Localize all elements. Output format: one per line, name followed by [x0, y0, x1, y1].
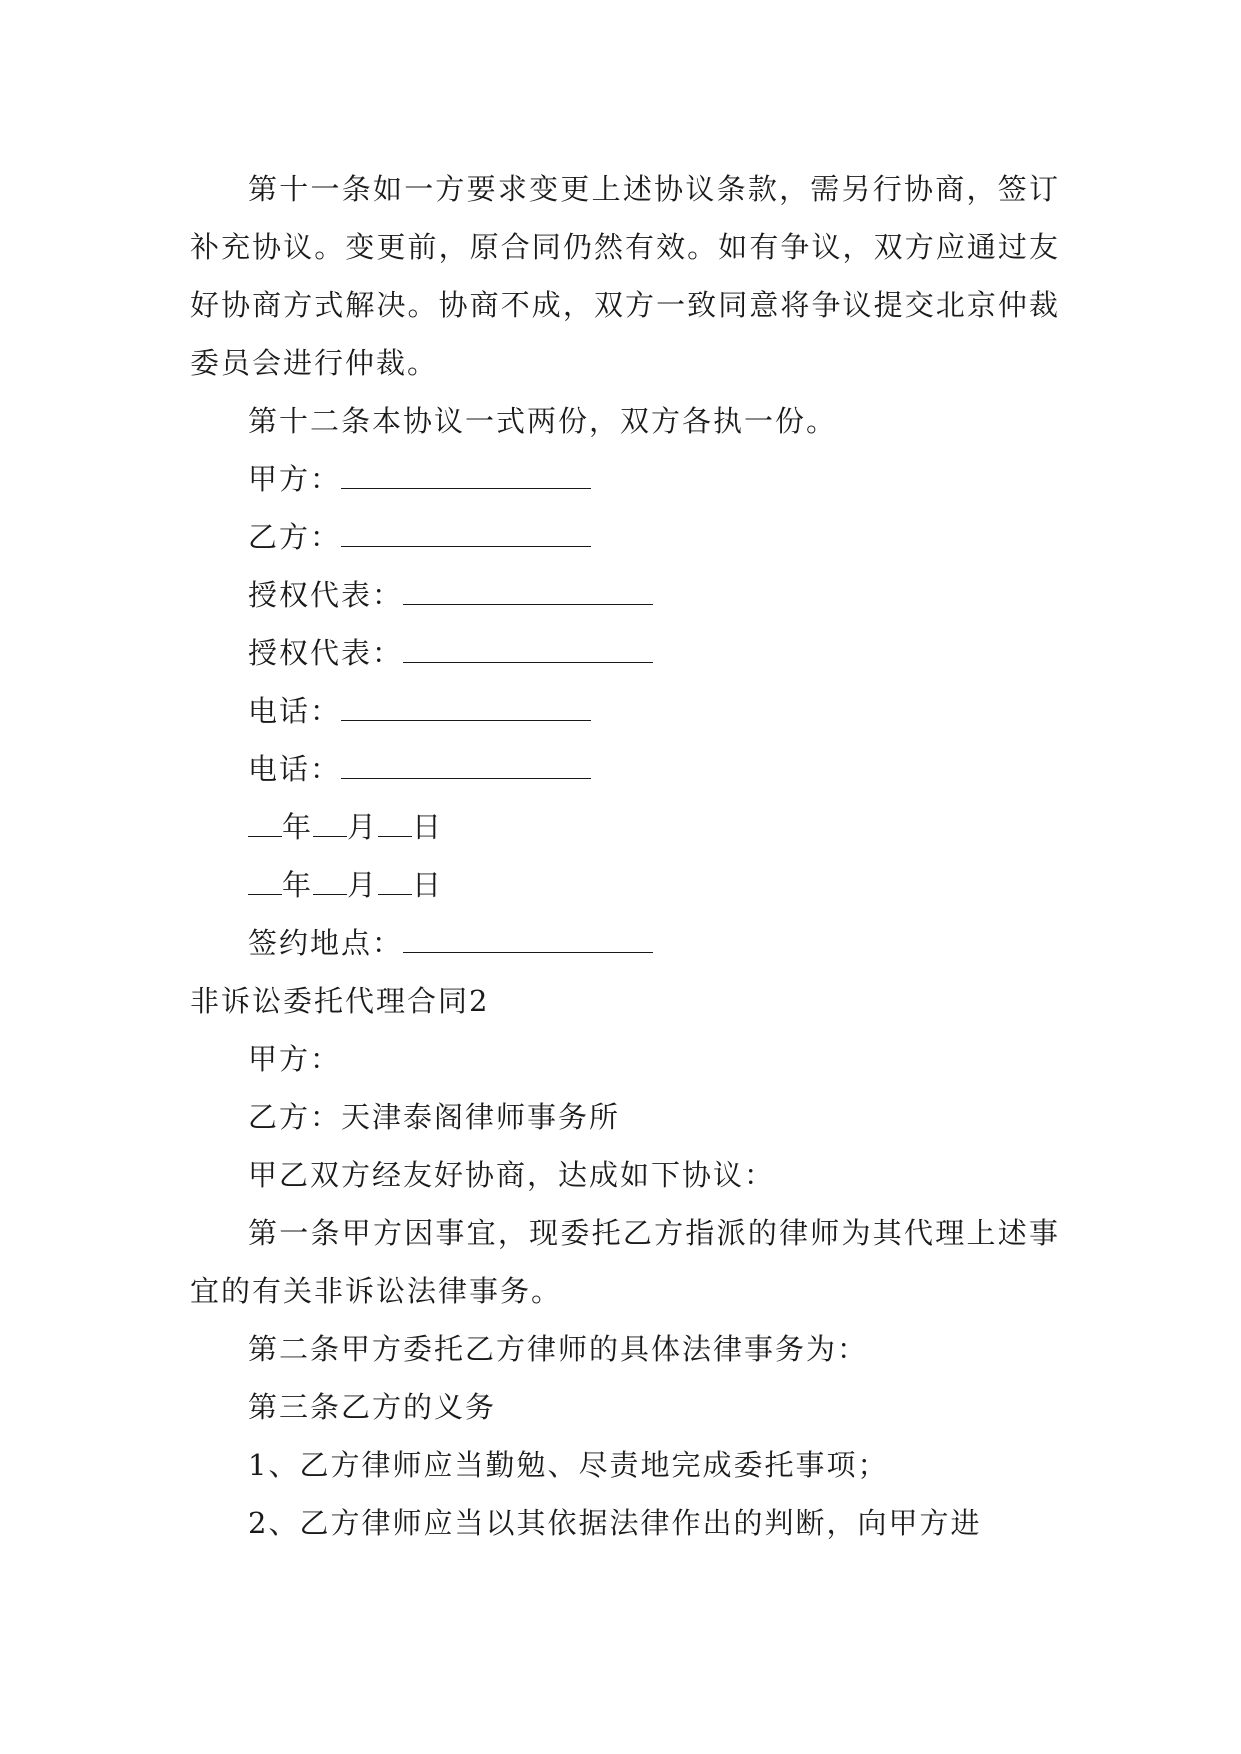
month-label-1: 月 [347, 810, 379, 844]
month-label-2: 月 [347, 868, 379, 902]
month-blank-1 [313, 814, 347, 837]
party-a-blank [341, 466, 591, 489]
contract-2-article-2: 第二条甲方委托乙方律师的具体法律事务为： [248, 1332, 869, 1366]
party-a-label: 甲方： [248, 462, 342, 496]
date-field-2 [190, 856, 1060, 914]
phone-field-2 [190, 740, 1060, 798]
document-body [190, 160, 1060, 1552]
year-label-1: 年 [282, 810, 314, 844]
contract-2-article-3: 第三条乙方的义务 [248, 1390, 497, 1424]
sign-place-label: 签约地点： [248, 926, 404, 960]
day-label-2: 日 [412, 868, 444, 902]
day-blank-2 [378, 872, 412, 895]
month-blank-2 [313, 872, 347, 895]
phone-field-1 [190, 682, 1060, 740]
representative-label-2: 授权代表： [248, 636, 404, 670]
representative-label-1: 授权代表： [248, 578, 404, 612]
day-label-1: 日 [412, 810, 444, 844]
party-b-signature-field [190, 508, 1060, 566]
year-blank-2 [248, 872, 282, 895]
year-blank-1 [248, 814, 282, 837]
party-a-signature-field [190, 450, 1060, 508]
phone-blank-2 [341, 756, 591, 779]
sign-place-field [190, 914, 1060, 972]
contract-2-item-2: 2、乙方律师应当以其依据法律作出的判断，向甲方进 [248, 1506, 982, 1540]
article-11-paragraph: 第十一条如一方要求变更上述协议条款，需另行协商，签订补充协议。变更前，原合同仍然有效。如有争议，双方应通过友好协商方式解决。协商不成，双方一致同意将争议提交北京仲裁委员会进行仲裁。 [190, 172, 1060, 380]
contract-2-item-1: 1、乙方律师应当勤勉、尽责地完成委托事项； [248, 1448, 889, 1482]
representative-field-2 [190, 624, 1060, 682]
sign-place-blank [403, 930, 653, 953]
phone-label-2: 电话： [248, 752, 342, 786]
day-blank-1 [378, 814, 412, 837]
date-field-1 [190, 798, 1060, 856]
phone-label-1: 电话： [248, 694, 342, 728]
representative-blank-1 [403, 582, 653, 605]
contract-2-title: 非诉讼委托代理合同2 [190, 984, 490, 1018]
year-label-2: 年 [282, 868, 314, 902]
representative-blank-2 [403, 640, 653, 663]
party-b-label: 乙方： [248, 520, 342, 554]
contract-2-intro: 甲乙双方经友好协商，达成如下协议： [248, 1158, 776, 1192]
phone-blank-1 [341, 698, 591, 721]
contract-2-party-a: 甲方： [248, 1042, 342, 1076]
contract-2-party-b: 乙方：天津泰阁律师事务所 [248, 1100, 621, 1134]
article-12-paragraph: 第十二条本协议一式两份，双方各执一份。 [248, 404, 838, 438]
contract-2-article-1: 第一条甲方因事宜，现委托乙方指派的律师为其代理上述事宜的有关非诉讼法律事务。 [190, 1216, 1060, 1308]
party-b-blank [341, 524, 591, 547]
representative-field-1 [190, 566, 1060, 624]
